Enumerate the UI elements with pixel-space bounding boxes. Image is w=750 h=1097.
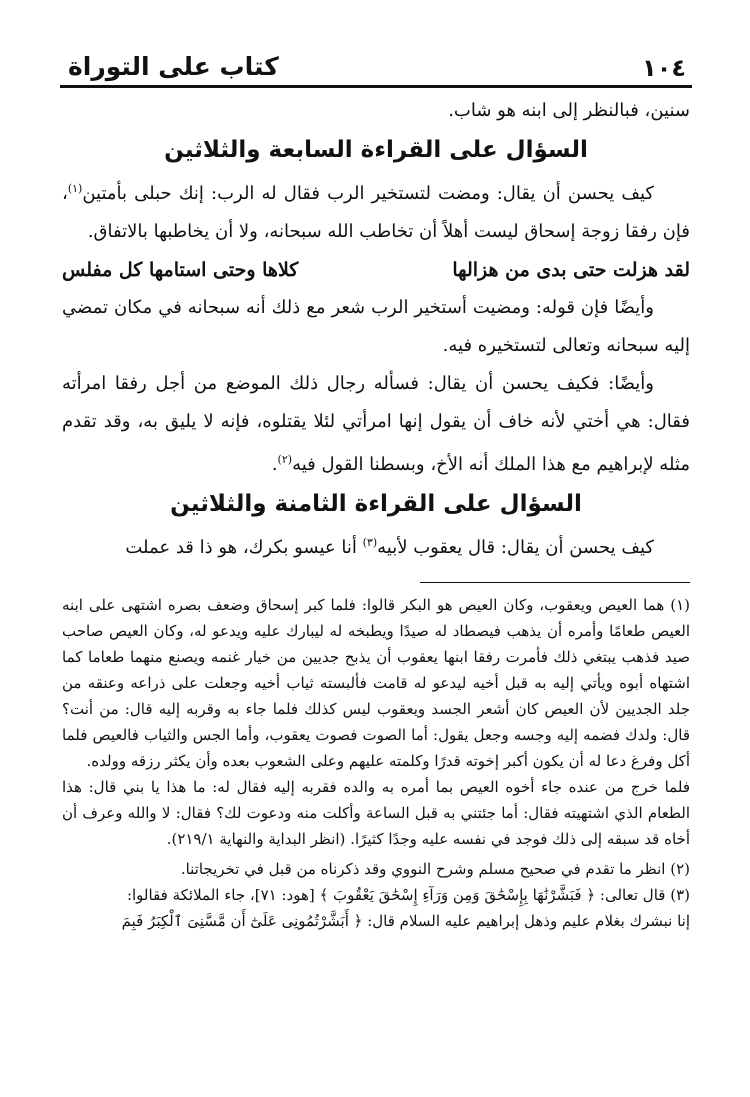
footnote-1: (١) هما العيص ويعقوب، وكان العيص هو البكر قالوا: فلما كبر إسحاق وضعف بصره اشتهى على ابنه العيص طعامًا وأمره أن يذهب فيصطاد له صيدًا ويطبخه له ليبارك عليه ويدعو له، وكان العيص صاحب صيد فذهب يبتغي ذلك فأمرت رفقا ابنها يعقوب أن يذبح جديين من خيار غنمه ويصنع منهما طعاما كما اشتهاه أبوه ويأتي إليه به قبل أخيه ليدعو له قامت فألبسته ثياب أخيه وجعلت على ذراعه وعنقه من جلد الجديين لأن العيص كان أشعر الجسد ويعقوب ليس كذلك فلما جاء به وقربه إليه قال: من أنت؟ قال: ولدك فضمه إليه وجسه وجعل يقول: أما الصوت فصوت يعقوب، وأما الجس والثياب فالعيص فلما أكل وفرغ دعا له أن يكون أكبر إخوته قدرًا وكلمته عليهم وعلى الشعوب بعده وأن يكثر رزقه وولده. bbox=[62, 596, 690, 770]
page-header bbox=[60, 48, 692, 88]
heading-question-37: السؤال على القراءة السابعة والثلاثين bbox=[164, 137, 588, 163]
footnote-ref-2: (٢) bbox=[277, 453, 293, 466]
paragraph-1-rest: ، فإن رفقا زوجة إسحاق ليست أهلاً أن تخاطب الله سبحانه، ولا أن يخاطبها بالاتفاق. bbox=[62, 183, 690, 242]
paragraph-4-text: كيف يحسن أن يقال: قال يعقوب لأبيه bbox=[377, 537, 654, 558]
footnote-ref-1: (١) bbox=[67, 182, 83, 195]
footnote-2: (٢) انظر ما تقدم في صحيح مسلم وشرح النووي وقد ذكرناه من قبل في تخريجاتنا. bbox=[180, 860, 690, 878]
intro-line: سنين، فبالنظر إلى ابنه هو شاب. bbox=[448, 100, 690, 121]
paragraph-2: وأيضًا فإن قوله: ومضيت أستخير الرب شعر مع ذلك أنه سبحانه في مكان تمضي إليه سبحانه وتعالى لتستخيره فيه. bbox=[62, 297, 690, 356]
verse-second-hemistich: كلاها وحتى استامها كل مفلس bbox=[62, 259, 299, 281]
poetry-verse bbox=[62, 251, 690, 289]
paragraph-1-text: كيف يحسن أن يقال: ومضت لتستخير الرب فقال له الرب: إنك حبلى بأمتين bbox=[82, 183, 654, 204]
footnote-3-continued: إنا نبشرك بغلام عليم وذهل إبراهيم عليه السلام قال: ﴿ أَبَشَّرْتُمُونِى عَلَىٰٓ أَن مَّسَّنِىَ ٱلْكِبَرُ فَبِمَ bbox=[121, 912, 690, 930]
footnote-3: (٣) قال تعالى: ﴿ فَبَشَّرْنَٰهَا بِإِسْحَٰقَ وَمِن وَرَآءِ إِسْحَٰقَ يَعْقُوبَ ﴾ [هود: ٧١]، جاء الملائكة فقالوا: bbox=[126, 886, 690, 904]
paragraph-4-rest: أنا عيسو بكرك، هو ذا قد عملت bbox=[125, 537, 363, 558]
verse-first-hemistich: لقد هزلت حتى بدى من هزالها bbox=[452, 259, 690, 281]
footnote-ref-3: (٣) bbox=[362, 536, 378, 549]
page-number: ١٠٤ bbox=[642, 54, 686, 82]
header-rule bbox=[60, 85, 692, 88]
main-text bbox=[62, 92, 690, 567]
paragraph-1 bbox=[62, 170, 690, 251]
paragraph-3-text: وأيضًا: فكيف يحسن أن يقال: فسأله رجال ذلك الموضع من أجل رفقا امرأته فقال: هي أختي لأنه خاف أن يقول إنها امرأتي لئلا يقتلوه، فإنه لا يليق به، وقد تقدم مثله لإبراهيم مع هذا الملك أنه الأخ، وبسطنا القول فيه bbox=[62, 373, 690, 475]
paragraph-3: وأيضًا: فكيف يحسن أن يقال: فسأله رجال ذلك الموضع من أجل رفقا امرأته فقال: هي أختي لأنه خاف أن يقول إنها امرأتي لئلا يقتلوه، فإنه لا يليق به، وقد تقدم مثله لإبراهيم مع هذا الملك أنه الأخ، وبسطنا القول فيه$^{(٢)}$. bbox=[62, 373, 690, 475]
paragraph-4 bbox=[62, 524, 690, 567]
running-title: كتاب على التوراة bbox=[68, 52, 279, 81]
footnote-1-continued: فلما خرج من عنده جاء أخوه العيص بما أمره به والده فقربه إليه فقال له: ما هذا يا بني قال: هذا الطعام الذي اشتهيته فقال: أما جئتني به قبل الساعة وأكلت منه ودعوت لك؟ فقال: لا والله وعرف أن أخاه قد سبقه إلى ذلك فوجد في نفسه عليه وجدًا كثيرًا. (انظر البداية والنهاية ٢١٩/١). bbox=[62, 778, 690, 848]
footnote-separator bbox=[420, 582, 690, 583]
heading-question-38: السؤال على القراءة الثامنة والثلاثين bbox=[170, 491, 582, 517]
footnotes bbox=[62, 592, 690, 934]
